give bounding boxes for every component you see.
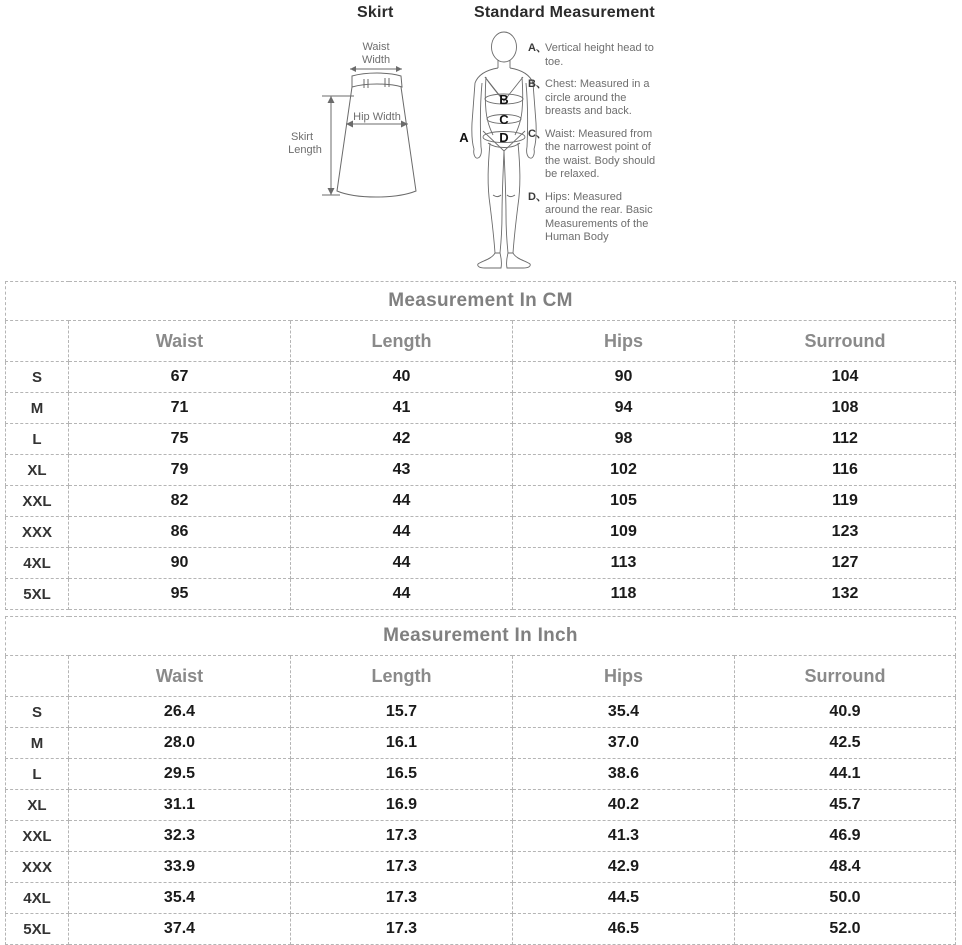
legend-item (528, 78, 658, 119)
measurement-value: 43 (291, 455, 513, 486)
body-marker-b: B (499, 92, 509, 107)
measurement-value: 105 (513, 486, 735, 517)
measurement-value: 98 (513, 424, 735, 455)
column-header: Surround (735, 321, 956, 362)
svg-text:Hip Width: Hip Width (353, 111, 401, 123)
legend-item (528, 191, 658, 245)
table-row (6, 821, 956, 852)
measurement-value: 46.9 (735, 821, 956, 852)
legend-mark: B、 (528, 78, 547, 90)
size-label: XXL (6, 821, 69, 852)
table-title-row (6, 617, 956, 656)
table-title-row (6, 282, 956, 321)
column-header: Hips (513, 321, 735, 362)
table-row (6, 362, 956, 393)
measurement-value: 40.2 (513, 790, 735, 821)
table-title: Measurement In Inch (6, 617, 956, 656)
table-row (6, 914, 956, 945)
table-row (6, 424, 956, 455)
size-table (5, 616, 956, 945)
measurement-value: 37.0 (513, 728, 735, 759)
measurement-value: 41 (291, 393, 513, 424)
measurement-value: 38.6 (513, 759, 735, 790)
measurement-value: 52.0 (735, 914, 956, 945)
measurement-value: 16.9 (291, 790, 513, 821)
legend-mark: C、 (528, 127, 547, 140)
column-header: Length (291, 321, 513, 362)
size-column-header (6, 321, 69, 362)
size-label: L (6, 759, 69, 790)
table-row (6, 883, 956, 914)
svg-text:Skirt: Skirt (291, 131, 313, 143)
size-label: 4XL (6, 883, 69, 914)
measurement-value: 28.0 (69, 728, 291, 759)
measurement-value: 71 (69, 393, 291, 424)
size-table (5, 281, 956, 610)
size-label: 4XL (6, 548, 69, 579)
table-row (6, 517, 956, 548)
column-header: Waist (69, 656, 291, 697)
measurement-value: 35.4 (513, 697, 735, 728)
legend-item (528, 128, 658, 182)
body-marker-d: D (499, 130, 509, 145)
table-row (6, 697, 956, 728)
size-label: 5XL (6, 579, 69, 610)
table-row (6, 728, 956, 759)
measurement-value: 46.5 (513, 914, 735, 945)
svg-text:Waist: Waist (362, 41, 390, 53)
size-column-header (6, 656, 69, 697)
size-label: XXX (6, 852, 69, 883)
measurement-value: 32.3 (69, 821, 291, 852)
size-label: M (6, 393, 69, 424)
measurement-value: 40 (291, 362, 513, 393)
table-row (6, 852, 956, 883)
measurement-value: 15.7 (291, 697, 513, 728)
measurement-diagram (0, 0, 962, 278)
measurement-value: 127 (735, 548, 956, 579)
measurement-value: 50.0 (735, 883, 956, 914)
measurement-value: 33.9 (69, 852, 291, 883)
measurement-legend (528, 42, 658, 254)
measurement-value: 119 (735, 486, 956, 517)
measurement-value: 17.3 (291, 914, 513, 945)
measurement-value: 31.1 (69, 790, 291, 821)
body-diagram-title: Standard Measurement (474, 4, 655, 21)
measurement-value: 86 (69, 517, 291, 548)
size-label: S (6, 362, 69, 393)
measurement-value: 94 (513, 393, 735, 424)
legend-mark: D、 (528, 190, 547, 203)
measurement-value: 112 (735, 424, 956, 455)
measurement-value: 116 (735, 455, 956, 486)
svg-text:Width: Width (361, 54, 391, 66)
legend-text: Vertical height head to toe. (545, 42, 654, 68)
measurement-value: 45.7 (735, 790, 956, 821)
measurement-value: 37.4 (69, 914, 291, 945)
measurement-value: 90 (69, 548, 291, 579)
measurement-value: 67 (69, 362, 291, 393)
table-header-row (6, 321, 956, 362)
legend-text: Hips: Measured around the rear. Basic Measurements of the Human Body (545, 190, 653, 243)
svg-text:Length: Length (288, 144, 322, 156)
table-row (6, 393, 956, 424)
measurement-value: 79 (69, 455, 291, 486)
measurement-value: 26.4 (69, 697, 291, 728)
measurement-value: 42.5 (735, 728, 956, 759)
body-marker-a: A (459, 130, 469, 145)
column-header: Surround (735, 656, 956, 697)
size-label: XXL (6, 486, 69, 517)
size-label: XL (6, 790, 69, 821)
measurement-value: 44.1 (735, 759, 956, 790)
measurement-value: 44 (291, 548, 513, 579)
measurement-value: 104 (735, 362, 956, 393)
measurement-value: 17.3 (291, 821, 513, 852)
measurement-value: 42 (291, 424, 513, 455)
legend-mark: A、 (528, 42, 547, 54)
size-chart-tables (5, 281, 955, 945)
column-header: Hips (513, 656, 735, 697)
legend-text: Waist: Measured from the narrowest point of the waist. Body should be relaxed. (545, 127, 656, 180)
table-row (6, 759, 956, 790)
measurement-value: 42.9 (513, 852, 735, 883)
measurement-value: 29.5 (69, 759, 291, 790)
measurement-value: 44 (291, 517, 513, 548)
measurement-value: 90 (513, 362, 735, 393)
measurement-value: 35.4 (69, 883, 291, 914)
measurement-value: 132 (735, 579, 956, 610)
skirt-illustration-icon (280, 28, 460, 228)
measurement-value: 123 (735, 517, 956, 548)
measurement-value: 44 (291, 486, 513, 517)
size-label: XL (6, 455, 69, 486)
measurement-value: 41.3 (513, 821, 735, 852)
table-row (6, 486, 956, 517)
measurement-value: 75 (69, 424, 291, 455)
size-label: S (6, 697, 69, 728)
measurement-value: 48.4 (735, 852, 956, 883)
measurement-value: 113 (513, 548, 735, 579)
measurement-value: 44.5 (513, 883, 735, 914)
table-row (6, 790, 956, 821)
size-label: 5XL (6, 914, 69, 945)
measurement-value: 16.5 (291, 759, 513, 790)
measurement-value: 102 (513, 455, 735, 486)
table-row (6, 579, 956, 610)
size-label: XXX (6, 517, 69, 548)
column-header: Length (291, 656, 513, 697)
measurement-value: 17.3 (291, 883, 513, 914)
measurement-value: 44 (291, 579, 513, 610)
measurement-value: 108 (735, 393, 956, 424)
table-row (6, 548, 956, 579)
table-row (6, 455, 956, 486)
size-label: M (6, 728, 69, 759)
legend-text: Chest: Measured in a circle around the breasts and back. (545, 78, 650, 117)
column-header: Waist (69, 321, 291, 362)
skirt-diagram-title: Skirt (357, 4, 394, 21)
measurement-value: 40.9 (735, 697, 956, 728)
measurement-value: 95 (69, 579, 291, 610)
measurement-value: 82 (69, 486, 291, 517)
legend-item (528, 42, 658, 69)
table-header-row (6, 656, 956, 697)
body-marker-c: C (499, 112, 509, 127)
measurement-value: 118 (513, 579, 735, 610)
measurement-value: 109 (513, 517, 735, 548)
measurement-value: 16.1 (291, 728, 513, 759)
measurement-value: 17.3 (291, 852, 513, 883)
table-title: Measurement In CM (6, 282, 956, 321)
size-label: L (6, 424, 69, 455)
